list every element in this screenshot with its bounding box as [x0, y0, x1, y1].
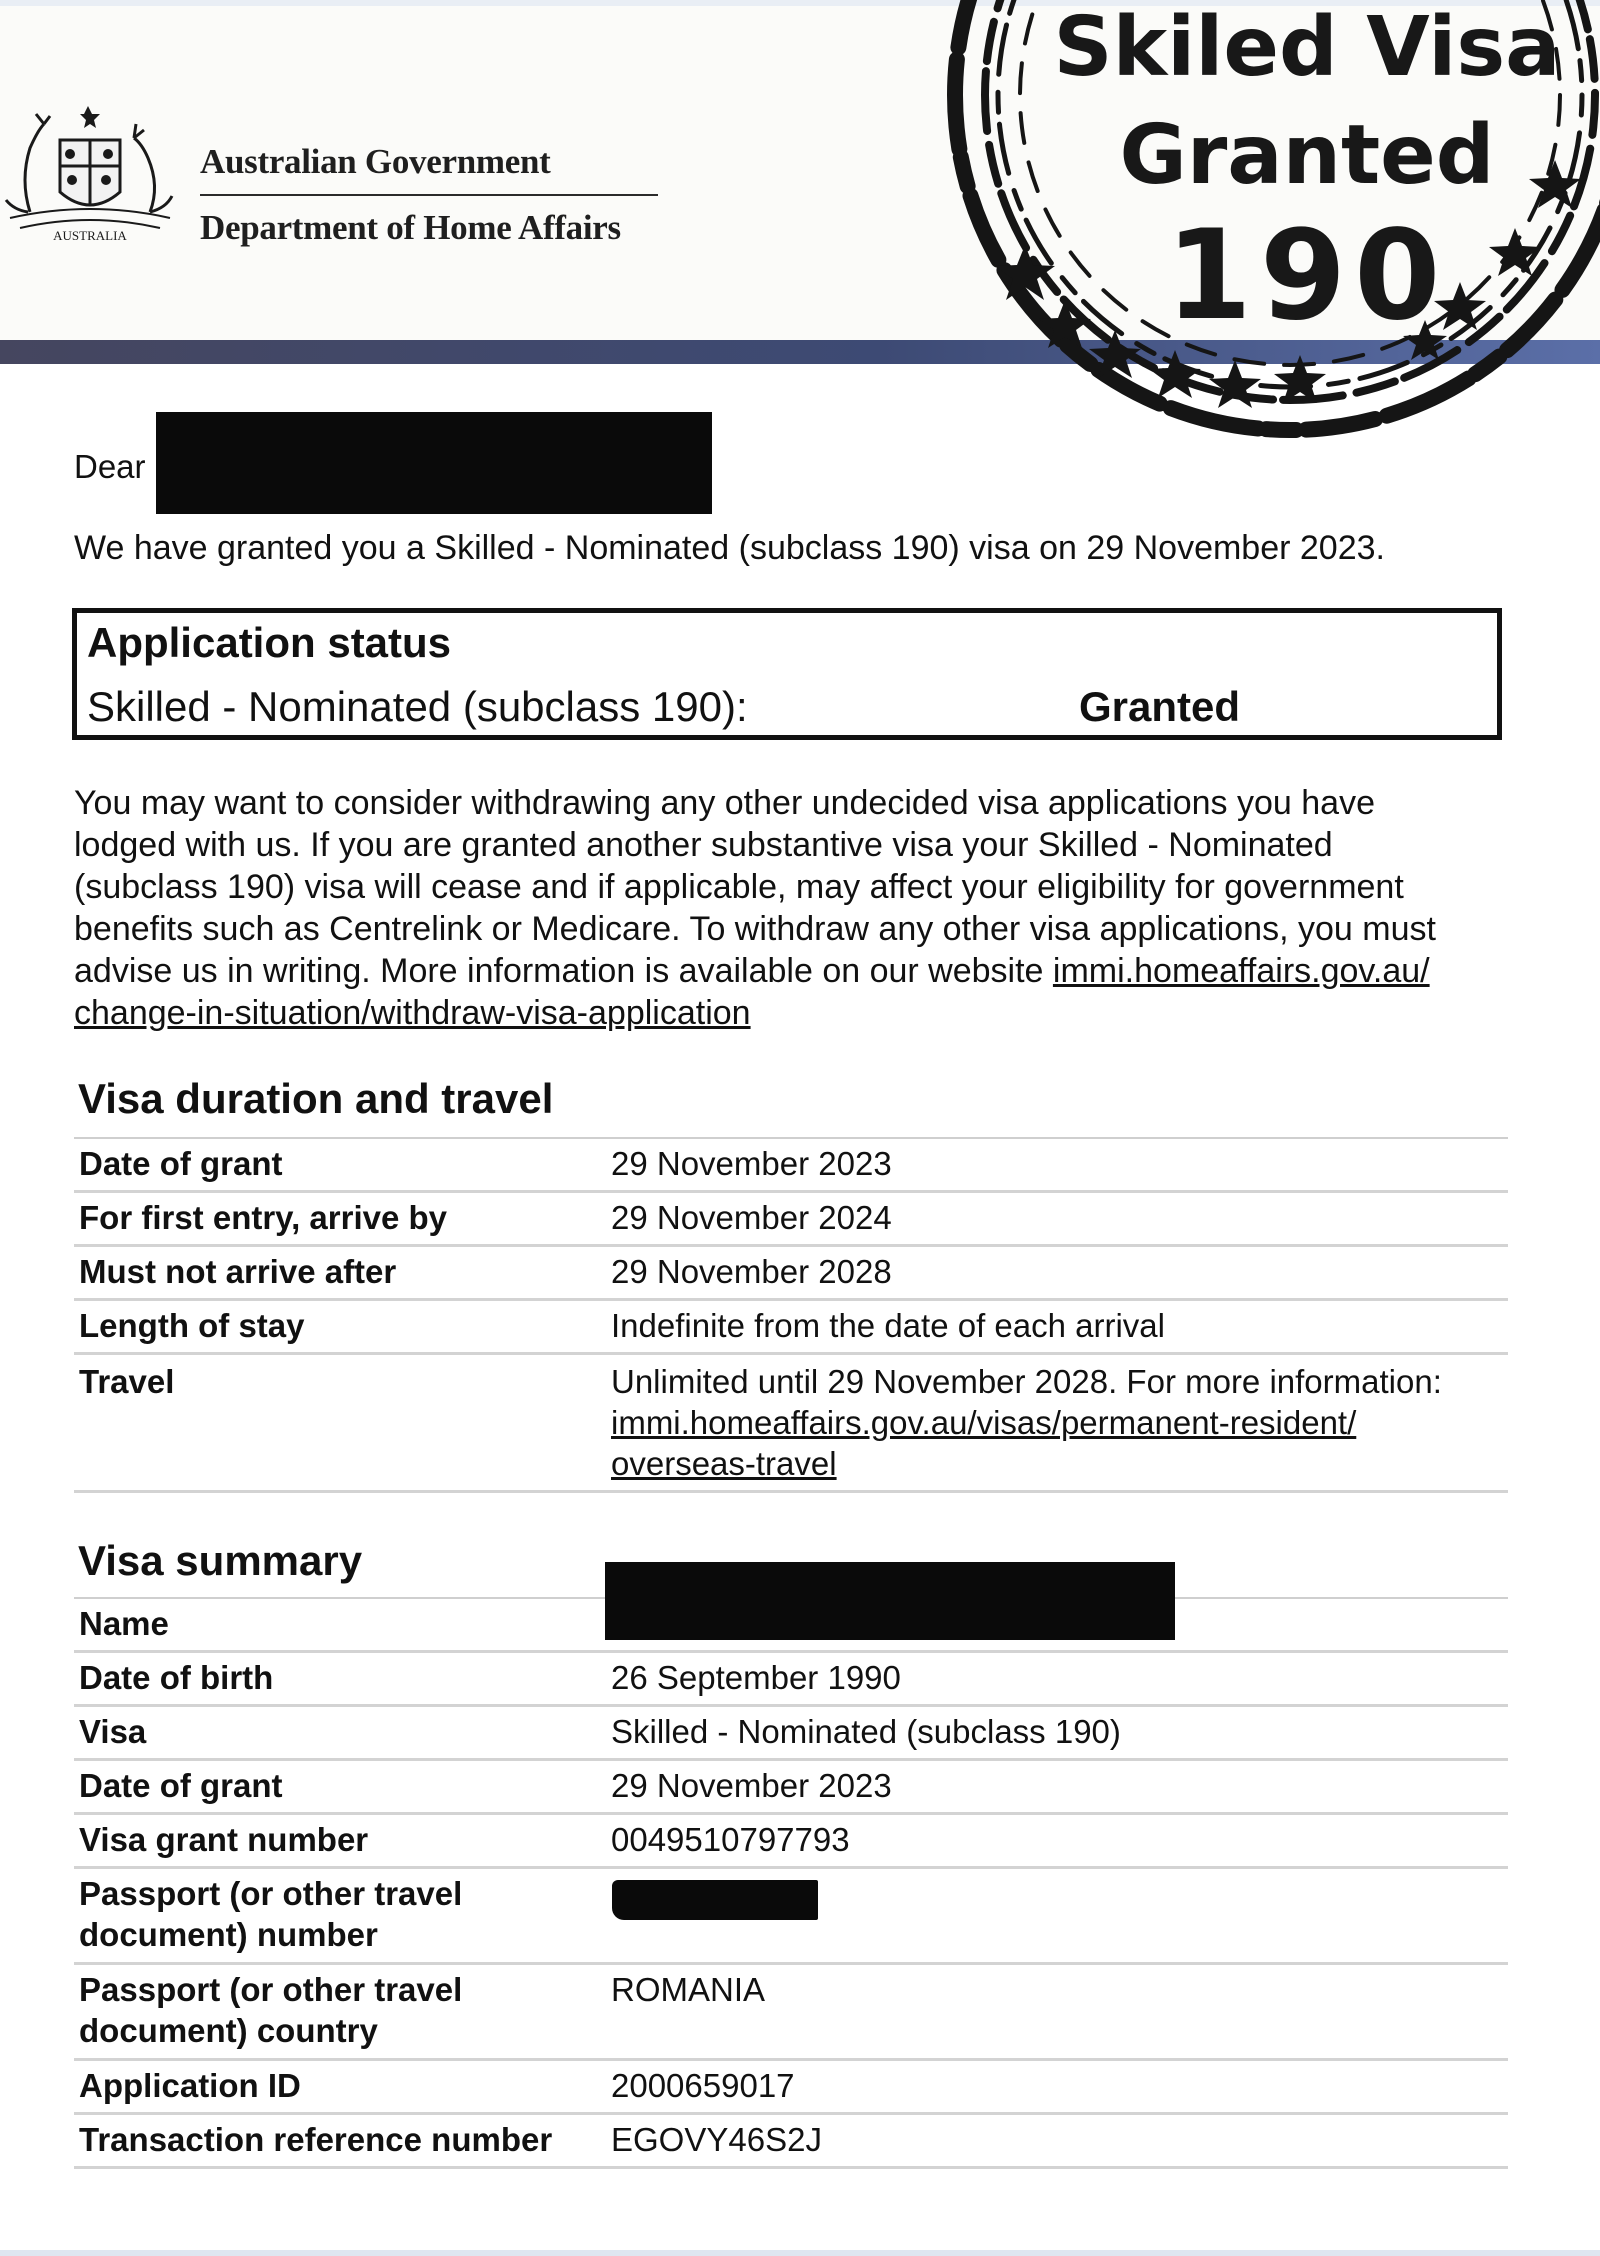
row-value: 26 September 1990 — [611, 1659, 901, 1696]
table-row — [74, 2061, 1508, 2115]
status-title: Application status — [87, 619, 452, 666]
crest-motto: AUSTRALIA — [53, 228, 127, 243]
withdraw-link-part1[interactable]: immi.homeaffairs.gov.au/ — [1052, 952, 1430, 990]
travel-text: Unlimited until 29 November 2028. For more information: — [611, 1363, 1442, 1400]
row-label: For first entry, arrive by — [79, 1199, 448, 1236]
notice-text: advise us in writing. More information is available on our website — [74, 952, 1053, 990]
row-label: Travel — [79, 1363, 175, 1400]
row-value: 0049510797793 — [611, 1821, 850, 1858]
row-label: Visa — [79, 1713, 147, 1750]
row-label: Date of grant — [79, 1767, 283, 1804]
row-label-line: Passport (or other travel — [79, 1875, 463, 1912]
travel-table — [74, 1137, 1508, 1493]
row-value: EGOVY46S2J — [611, 2121, 822, 2158]
government-title — [200, 142, 658, 248]
notice-line — [74, 950, 1494, 992]
row-label — [74, 1969, 611, 2058]
grant-statement: We have granted you a Skilled - Nominated (subclass 190) visa on 29 November 2023. — [74, 529, 1385, 567]
row-label: Date of birth — [79, 1659, 274, 1696]
row-label: Transaction reference number — [79, 2121, 553, 2158]
row-value: 2000659017 — [611, 2067, 795, 2104]
row-label: Date of grant — [79, 1145, 283, 1182]
department-name: Department of Home Affairs — [200, 208, 621, 247]
table-row — [74, 1761, 1508, 1815]
table-row — [74, 1301, 1508, 1355]
row-value: 29 November 2028 — [611, 1253, 892, 1290]
table-row — [74, 2115, 1508, 2169]
bottom-strip — [0, 2250, 1600, 2256]
stamp-line-2: Granted — [1119, 108, 1495, 203]
row-value: 29 November 2023 — [611, 1145, 892, 1182]
status-label: Skilled - Nominated (subclass 190): — [87, 683, 748, 730]
notice-line — [74, 992, 1494, 1034]
row-label: Name — [79, 1605, 169, 1642]
row-value: Indefinite from the date of each arrival — [611, 1307, 1165, 1344]
redaction-recipient-name — [156, 412, 712, 514]
row-label: Must not arrive after — [79, 1253, 397, 1290]
notice-line: You may want to consider withdrawing any other undecided visa applications you have — [74, 784, 1375, 822]
row-value — [611, 1361, 1508, 1490]
divider — [200, 194, 658, 196]
gov-name: Australian Government — [200, 142, 551, 181]
coat-of-arms-icon — [0, 100, 178, 256]
travel-link-part2[interactable]: overseas-travel — [611, 1445, 837, 1482]
application-status-box — [72, 608, 1502, 740]
table-row — [74, 1247, 1508, 1301]
withdraw-link-part2[interactable]: change-in-situation/withdraw-visa-application — [74, 994, 751, 1032]
table-row — [74, 1815, 1508, 1869]
table-row — [74, 1707, 1508, 1761]
notice-line: benefits such as Centrelink or Medicare. To withdraw any other visa applications, you must — [74, 910, 1436, 948]
row-value: Skilled - Nominated (subclass 190) — [611, 1713, 1121, 1750]
table-row — [74, 1193, 1508, 1247]
row-value: ROMANIA — [611, 1971, 766, 2008]
row-label: Application ID — [79, 2067, 301, 2104]
stamp-line-3: 190 — [1165, 204, 1449, 348]
row-label-line: document) number — [79, 1916, 378, 1953]
status-value: Granted — [1079, 683, 1241, 730]
row-label-line: document) country — [79, 2012, 378, 2049]
row-value: 29 November 2024 — [611, 1199, 892, 1236]
notice-line: lodged with us. If you are granted another substantive visa your Skilled - Nominated — [74, 826, 1333, 864]
redaction-passport-number — [612, 1880, 818, 1920]
notice-line: (subclass 190) visa will cease and if applicable, may affect your eligibility for government — [74, 868, 1404, 906]
table-row — [74, 1965, 1508, 2061]
stamp-line-1: Skiled Visa — [1053, 0, 1561, 95]
withdrawal-notice — [74, 782, 1494, 1034]
row-label-line: Passport (or other travel — [79, 1971, 463, 2008]
table-row — [74, 1139, 1508, 1193]
travel-link-part1[interactable]: immi.homeaffairs.gov.au/visas/permanent-resident/ — [611, 1404, 1357, 1441]
table-row — [74, 1355, 1508, 1493]
table-row — [74, 1653, 1508, 1707]
greeting: Dear — [74, 448, 146, 485]
row-label: Visa grant number — [79, 1821, 369, 1858]
summary-section-title: Visa summary — [78, 1537, 363, 1584]
row-label — [74, 1873, 611, 1962]
travel-section-title: Visa duration and travel — [78, 1075, 554, 1122]
row-value: 29 November 2023 — [611, 1767, 892, 1804]
row-label: Length of stay — [79, 1307, 305, 1344]
redaction-name — [605, 1562, 1175, 1640]
